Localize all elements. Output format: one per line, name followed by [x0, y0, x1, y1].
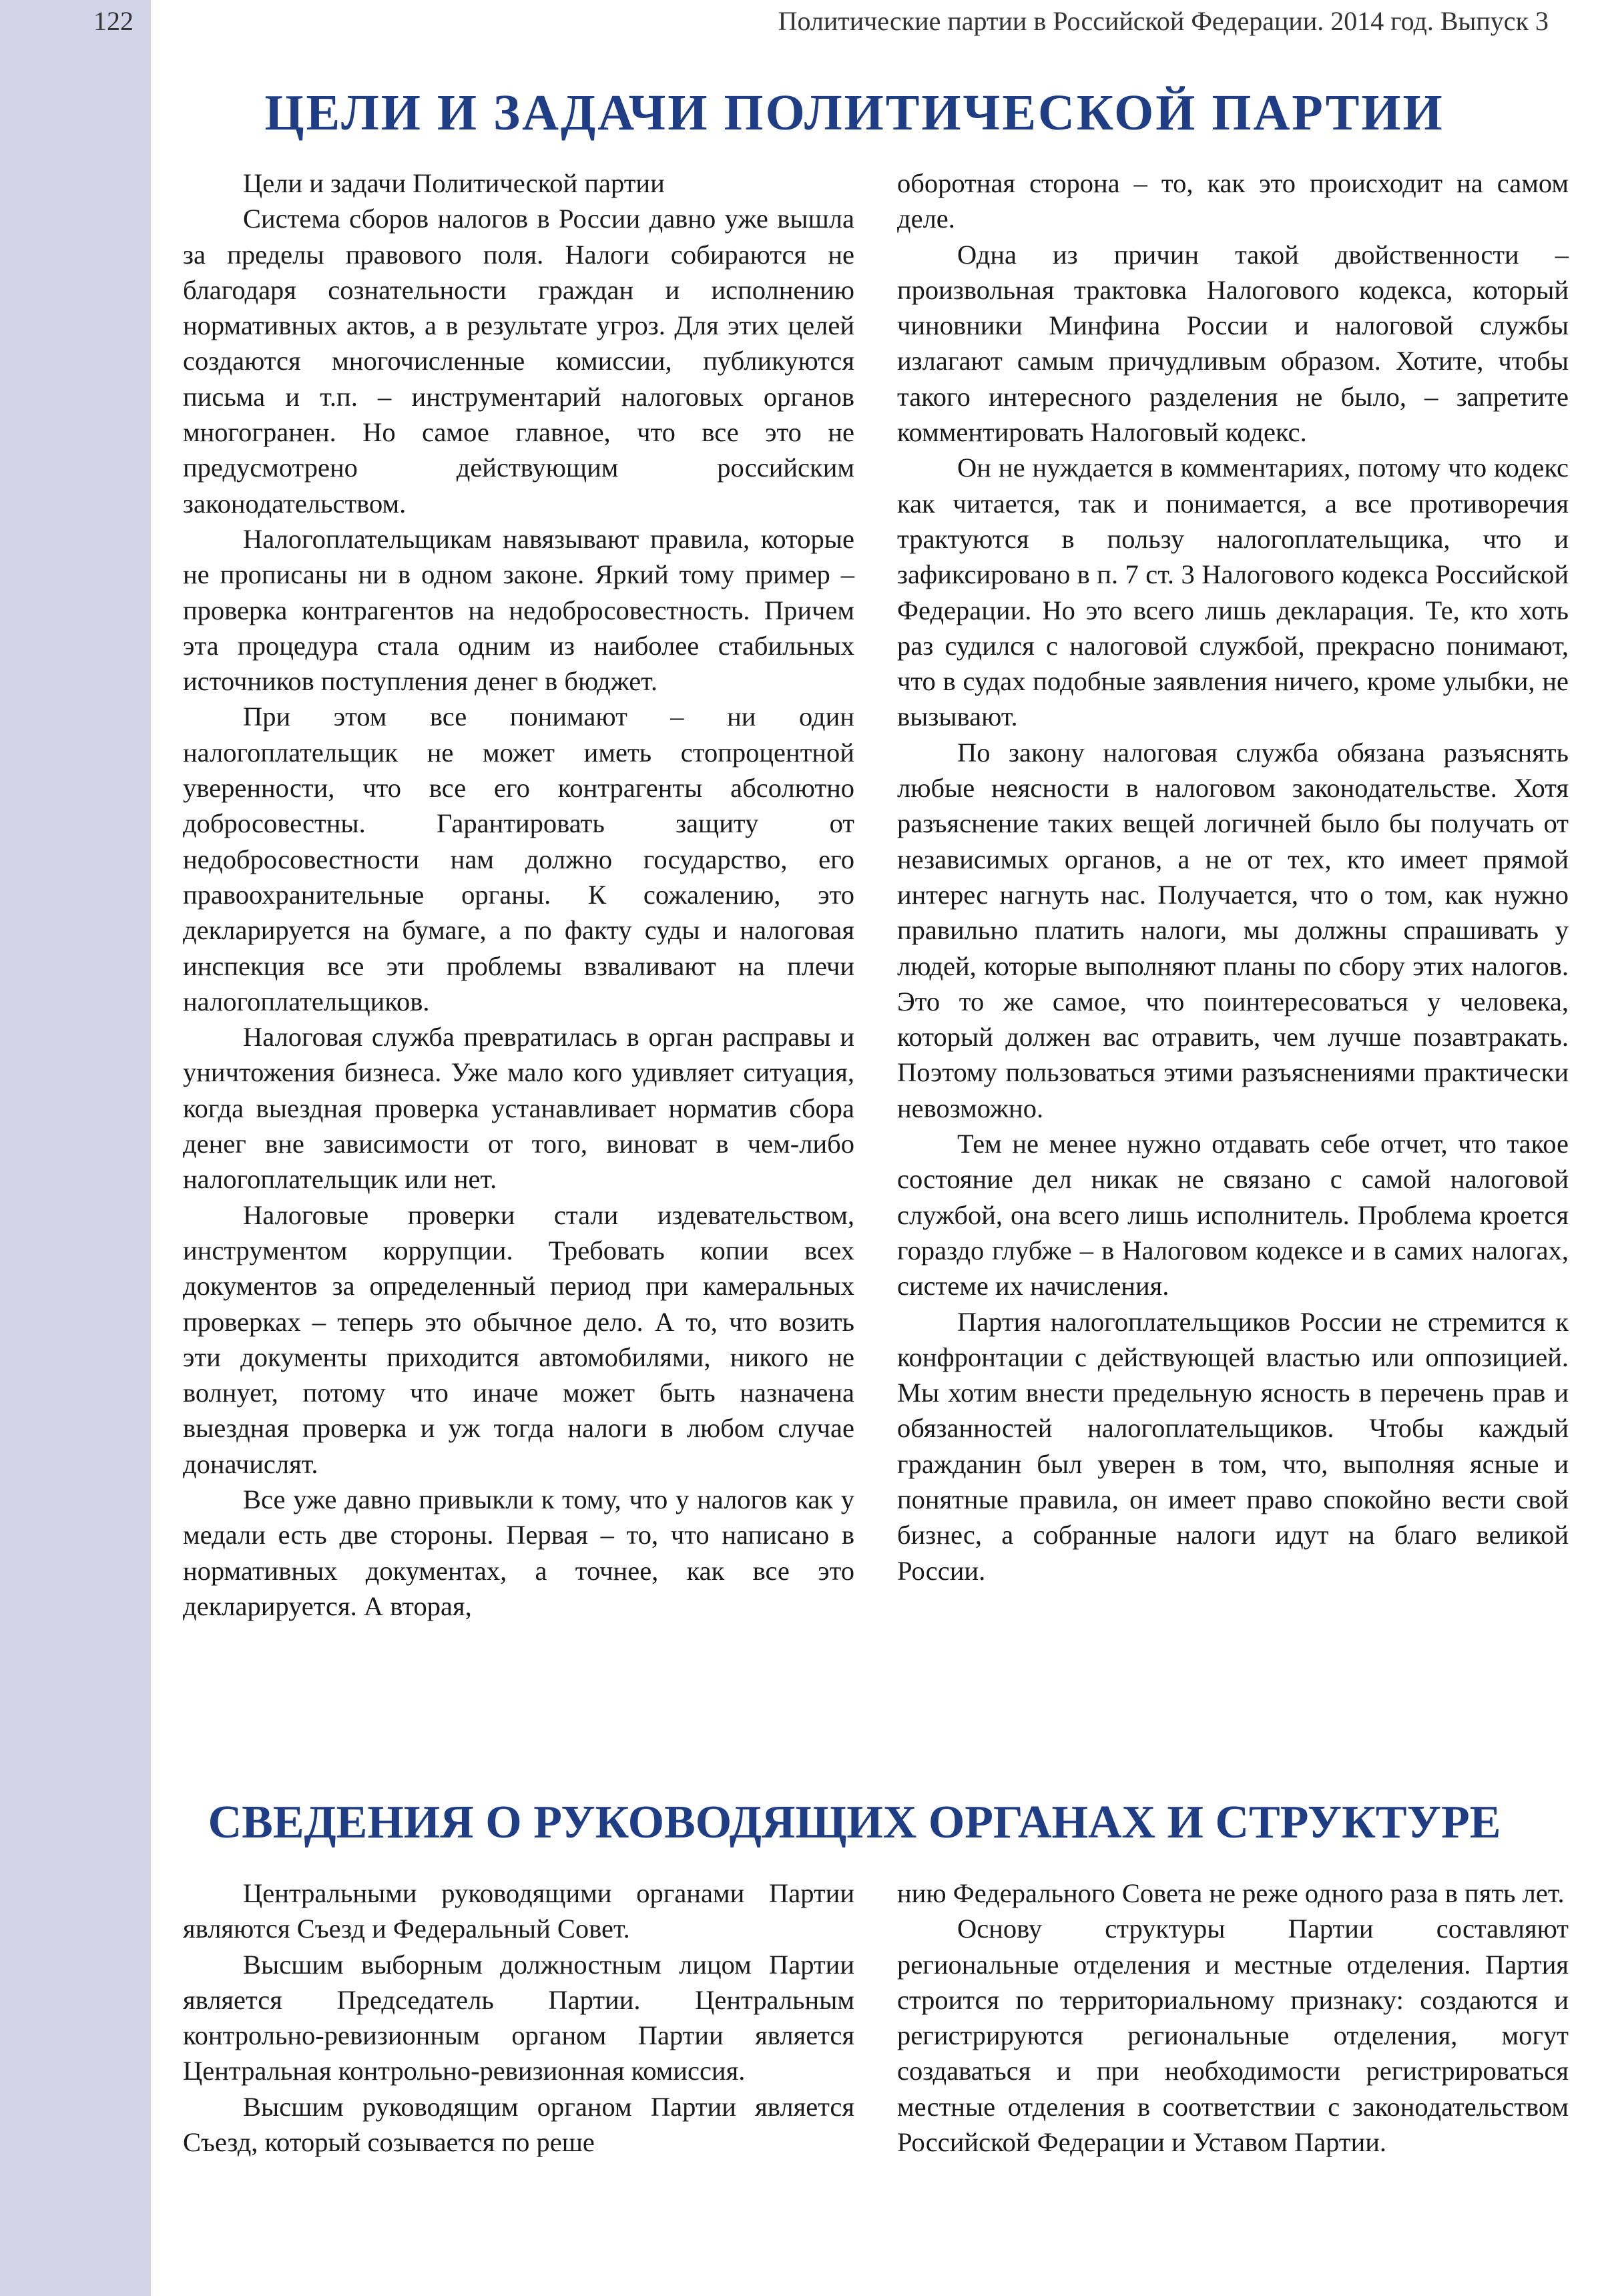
- paragraph: Партия налогоплательщиков России не стремится к конфронтации с действующей властью или оппозицией. Мы хотим внести предельную ясность в перечень прав и обязанностей налогоплательщиков. Чтобы каждый гражданин был уверен в том, что, выполняя ясные и понятные правила, он имеет право спокойно вести свой бизнес, а собранные налоги идут на благо великой России.: [897, 1306, 1569, 1586]
- running-title: Политические партии в Российской Федерации. 2014 год. Выпуск 3: [778, 6, 1549, 36]
- section-title-goals: ЦЕЛИ И ЗАДАЧИ ПОЛИТИЧЕСКОЙ ПАРТИИ: [264, 85, 1444, 141]
- paragraph: Все уже давно привыкли к тому, что у налогов как у медали есть две стороны. Первая – то, что написано в нормативных документах, а точнее, как все это декларируется. А вторая,: [183, 1484, 854, 1621]
- paragraph: Одна из причин такой двойственности – произвольная трактовка Налогового кодекса, который чиновники Минфина России и налоговой службы излагают самым причудливым образом. Хотите, чтобы такого интересного разделения не было, – запретите комментировать Налоговый кодекс.: [897, 239, 1569, 448]
- paragraph: Центральными руководящими органами Партии являются Съезд и Федеральный Совет.: [183, 1878, 854, 1944]
- structure-right-column: [897, 1876, 1569, 2249]
- paragraph: Высшим руководящим органом Партии является Съезд, который созывается по реше: [183, 2091, 854, 2158]
- structure-left-column: [183, 1876, 854, 2249]
- paragraph: Тем не менее нужно отдавать себе отчет, что такое состояние дел никак не связано с самой налоговой службой, она всего лишь исполнитель. Проблема кроется гораздо глубже – в Налоговом кодексе и в самих налогах, системе их начисления.: [897, 1129, 1569, 1302]
- paragraph: Налогоплательщикам навязывают правила, которые не прописаны ни в одном законе. Яркий тому пример – проверка контрагентов на недобросовестность. Причем эта процедура стала одним из наиболее стабильных источников поступления денег в бюджет.: [183, 523, 854, 697]
- paragraph: Цели и задачи Политической партии: [243, 168, 665, 198]
- page-number: 122: [93, 6, 134, 36]
- section-title-governing-bodies: СВЕДЕНИЯ О РУКОВОДЯЩИХ ОРГАНАХ И СТРУКТУРЕ: [208, 1797, 1501, 1848]
- paragraph: По закону налоговая служба обязана разъяснять любые неясности в налоговом законодательстве. Хотя разъяснение таких вещей логичней было бы получать от независимых органов, а не от тех, кто имеет прямой интерес нагнуть нас. Получается, что о том, как нужно правильно платить налоги, мы должны спрашивать у людей, которые выполняют планы по сбору этих налогов. Это то же самое, что поинтересоваться у человека, который должен вас отравить, чем лучше позавтракать. Поэтому пользоваться этими разъяснениями практически невозможно.: [897, 737, 1569, 1123]
- paragraph: Основу структуры Партии составляют региональные отделения и местные отделения. Партия строится по территориальному признаку: создаются и регистрируются региональные отделения, могут создаваться и при необходимости регистрироваться местные отделения в соответствии с законодательством Российской Федерации и Уставом Партии.: [897, 1914, 1569, 2158]
- side-stripe: [0, 0, 151, 2296]
- paragraph: Он не нуждается в комментариях, потому что кодекс как читается, так и понимается, а все противоречия трактуются в пользу налогоплательщика, что и зафиксировано в п. 7 ст. 3 Налогового кодекса Российской Федерации. Но это всего лишь декларация. Те, кто хоть раз судился с налоговой службой, прекрасно понимают, что в судах подобные заявления ничего, кроме улыбки, не вызывают.: [897, 453, 1569, 732]
- paragraph: Высшим выборным должностным лицом Партии является Председатель Партии. Центральным контрольно-ревизионным органом Партии является Центральная контрольно-ревизионная комиссия.: [183, 1949, 854, 2086]
- paragraph: Система сборов налогов в России давно уже вышла за пределы правового поля. Налоги собираются не благодаря сознательности граждан и исполнению нормативных актов, а в результате угроз. Для этих целей создаются многочисленные комиссии, публикуются письма и т.п. – инструментарий налоговых органов многогранен. Но самое главное, что все это не предусмотрено действующим российским законодательством.: [183, 204, 854, 519]
- paragraph-continuation: нию Федерального Совета не реже одного раза в пять лет.: [897, 1878, 1565, 1908]
- goals-right-column: [897, 166, 1569, 1774]
- goals-left-column: [183, 166, 854, 1774]
- paragraph: Налоговая служба превратилась в орган расправы и уничтожения бизнеса. Уже мало кого удивляет ситуация, когда выездная проверка устанавливает норматив сбора денег вне зависимости от того, виноват в чем-либо налогоплательщик или нет.: [183, 1022, 854, 1195]
- paragraph: Налоговые проверки стали издевательством, инструментом коррупции. Требовать копии всех документов за определенный период при камеральных проверках – теперь это обычное дело. А то, что возить эти документы приходится автомобилями, никого не волнует, потому что иначе может быть назначена выездная проверка и уж тогда налоги в любом случае доначислят.: [183, 1199, 854, 1479]
- paragraph-continuation: оборотная сторона – то, как это происходит на самом деле.: [897, 168, 1569, 234]
- paragraph: При этом все понимают – ни один налогоплательщик не может иметь стопроцентной уверенности, что все его контрагенты абсолютно добросовестны. Гарантировать защиту от недобросовестности нам должно государство, его правоохранительные органы. К сожалению, это декларируется на бумаге, а по факту суды и налоговая инспекция все эти проблемы взваливают на плечи налогоплательщиков.: [183, 701, 854, 1017]
